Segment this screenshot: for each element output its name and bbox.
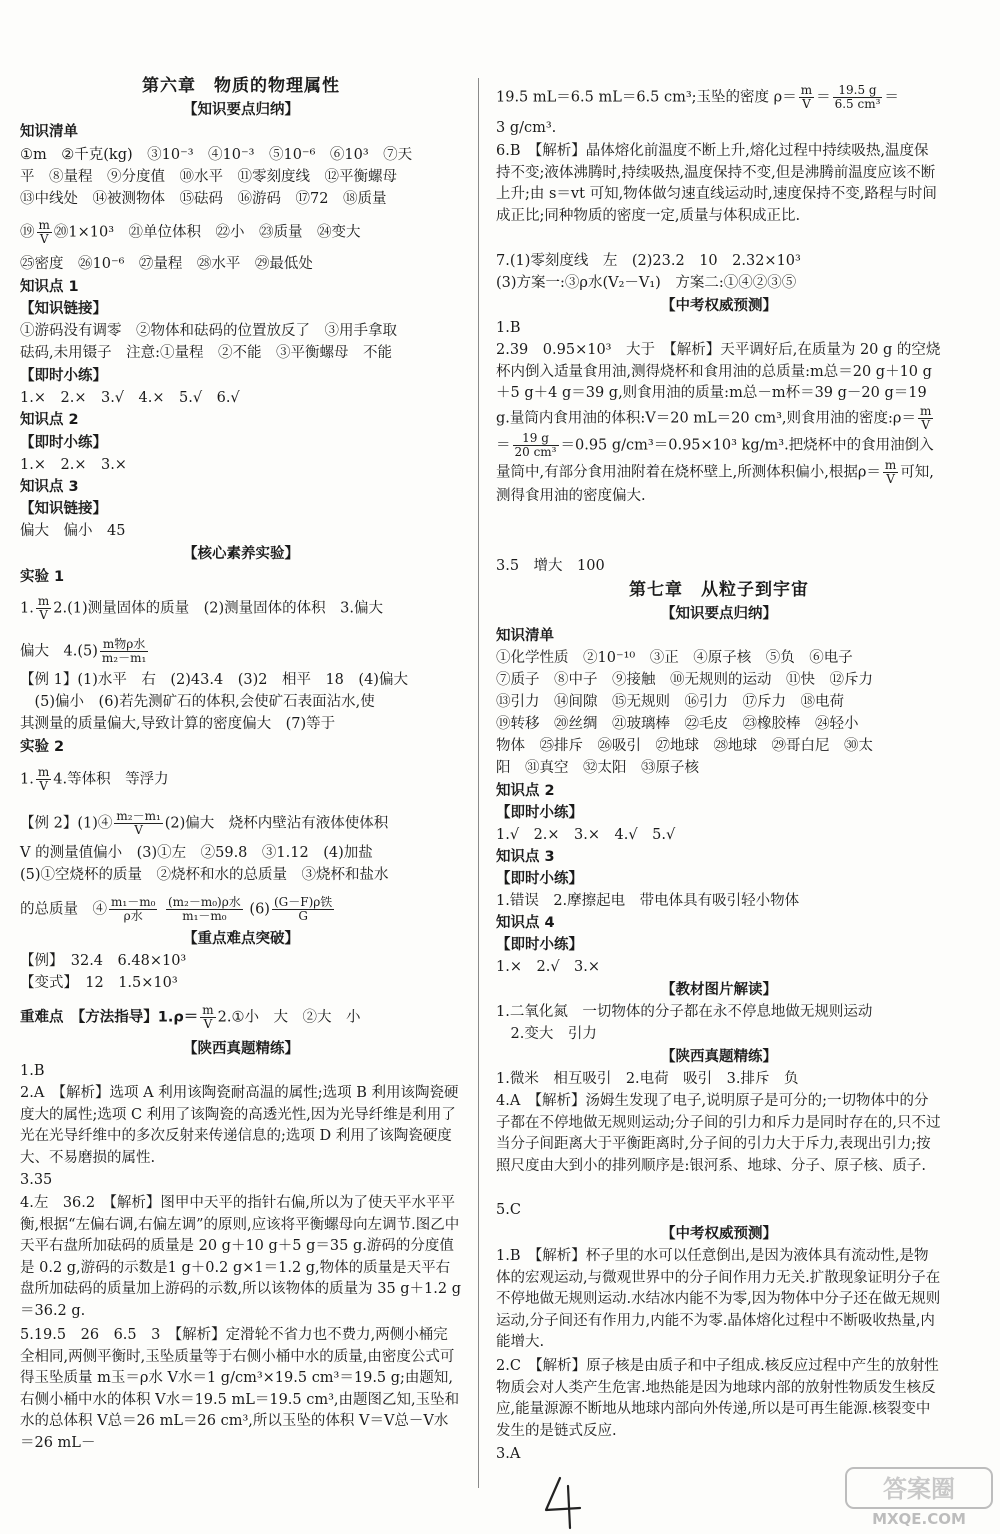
answer-item: 1.二氧化氮 一切物体的分子都在永不停息地做无规则运动 <box>496 1004 873 1020</box>
answer-item: 4.左 36.2 【解析】图甲中天平的指针右偏,所以为了使天平水平平衡,根据“左偏右调,右偏左调”的原则,应该将平衡螺母向左调节.图乙中天平右盘所加砝码的质量是 20 g＋10 g＋5 g＝35 g.游码的分度值是 0.2 g,游码的示数是1 g＋0.2 g×1＝1.2 g,物体的质量是天平右盘所加砝码的质量加上游码的示数,所以该物体的质量为 35 g＋1.2 g＝36.2 g. <box>20 1195 462 1319</box>
practice-heading: 【即时小练】 <box>20 435 107 451</box>
fraction: $\frac{\text{(G－F)ρ铁}}{G}$ <box>273 895 333 923</box>
fraction: $\frac{m}{V}$ <box>884 457 897 486</box>
practice-answers: 1.× 2.× 3.√ 4.× 5.√ 6.√ <box>20 390 240 406</box>
fraction: $\frac{\text{m₂－m₁}}{V}$ <box>116 809 161 837</box>
key-method-line: 重难点 【方法指导】1.ρ＝ $\frac{m}{V}$ 2.①小 大 ②大 小 <box>20 1003 361 1031</box>
fraction: $\frac{m}{V}$ <box>38 218 50 246</box>
knowledge-link-heading: 【知识链接】 <box>20 301 107 317</box>
answer-continuation: 19.5 mL＝6.5 mL＝6.5 cm³;玉坠的密度 ρ＝ $\frac{m}{V}$ ＝ $\frac{19.5 g}{\text{6.5 cm³}}$ ＝ <box>496 83 899 111</box>
svg-text:MXQE.COM: MXQE.COM <box>872 1510 966 1528</box>
answer-item: 3.35 <box>20 1172 53 1188</box>
example-1-line: 其测量的质量偏大,导致计算的密度偏大 (7)等于 <box>20 716 336 732</box>
experiment-answer-line: 1. $\frac{m}{V}$ 4.等体积 等浮力 <box>20 765 169 793</box>
knowledge-point-4: 知识点 4 <box>496 915 555 931</box>
practice-heading: 【即时小练】 <box>496 871 583 887</box>
experiment-answer-line: 1. $\frac{m}{V}$ 2.(1)测量固体的质量 (2)测量固体的体积 3.偏大 <box>20 594 383 622</box>
fraction: $\frac{19.5 g}{\text{6.5 cm³}}$ <box>834 83 881 111</box>
answer-item: 1.B <box>20 1063 45 1079</box>
watermark-logo <box>844 1466 994 1528</box>
knowledge-list-line: ㉕密度 ㉖10⁻⁶ ㉗量程 ㉘水平 ㉙最低处 <box>20 256 313 272</box>
fraction: $\frac{m}{V}$ <box>919 403 932 432</box>
answer-continuation: 3 g/cm³. <box>496 120 557 136</box>
fraction: $\frac{\text{(m₂－m₀)ρ水}}{\text{m₁－m₀}}$ <box>168 895 241 923</box>
section-textbook-figures: 【教材图片解读】 <box>661 982 777 998</box>
example-2-line: 【例 2】(1)④ $\frac{\text{m₂－m₁}}{V}$ (2)偏大 烧杯内壁沾有液体使体积 <box>20 809 389 837</box>
chapter-6-title: 第六章 物质的物理属性 <box>142 76 340 96</box>
svg-text:答案圈: 答案圈 <box>883 1475 955 1503</box>
knowledge-point-3: 知识点 3 <box>20 479 79 495</box>
practice-heading: 【即时小练】 <box>496 937 583 953</box>
answer-item: 3.A <box>496 1446 521 1462</box>
knowledge-link-line: 砝码,未用镊子 注意:①量程 ②不能 ③平衡螺母 不能 <box>20 345 392 361</box>
knowledge-list-line: 平 ⑧量程 ⑨分度值 ⑩水平 ⑪零刻度线 ⑫平衡螺母 <box>20 169 397 185</box>
fraction: $\frac{19 g}{\text{20 cm³}}$ <box>514 430 557 459</box>
knowledge-list-line: ①化学性质 ②10⁻¹⁰ ③正 ④原子核 ⑤负 ⑥电子 <box>496 650 853 666</box>
fraction: $\frac{\text{m₁－m₀}}{\text{ρ水}}$ <box>111 895 156 923</box>
answer-item: 5.C <box>496 1202 521 1218</box>
knowledge-list-line: ⑬引力 ⑭间隙 ⑮无规则 ⑯引力 ⑰斥力 ⑱电荷 <box>496 694 844 710</box>
answer-item: 2.39 0.95×10³ 大于 【解析】天平调好后,在质量为 20 g 的空烧杯内倒入适量食用油,测得烧杯和食用油的总质量:m总＝20 g＋10 g＋5 g＋4 g＝39 g,则食用油的质量:m总－m杯＝39 g－20 g＝19 g.量筒内食用油的体积:V＝20 mL＝20 cm³,则食用油的密度:ρ＝ $\frac{m}{V}$ ＝ $\frac{19 g}{\text{20 cm³}}$ ＝0.95 g/cm³＝0.95×10³ kg/m³.把烧杯中的食用油倒入量筒中,有部分食用油附着在烧杯壁上,所测体积偏小,根据ρ＝ $\frac{m}{V}$ 可知,测得食用油的密度偏大. <box>496 342 941 504</box>
practice-answers: 1.√ 2.× 3.× 4.√ 5.√ <box>496 827 676 843</box>
experiment-1-heading: 实验 1 <box>20 569 65 585</box>
column-divider <box>478 78 479 1488</box>
example-2-line: (5)①空烧杯的质量 ②烧杯和水的总质量 ③烧杯和盐水 <box>20 867 389 883</box>
section-core-experiment: 【核心素养实验】 <box>183 546 299 562</box>
section-key-difficult: 【重点难点突破】 <box>183 931 299 947</box>
practice-heading: 【即时小练】 <box>20 368 107 384</box>
fraction: $\frac{\text{m物ρ水}}{\text{m₂－m₁}}$ <box>101 637 147 665</box>
fraction: $\frac{m}{V}$ <box>202 1003 214 1031</box>
knowledge-point-2: 知识点 2 <box>496 783 555 799</box>
example-1-line: (5)偏小 (6)若先测矿石的体积,会使矿石表面沾水,使 <box>20 694 375 710</box>
practice-heading: 【即时小练】 <box>496 805 583 821</box>
knowledge-list-line: 阳 ㉛真空 ㉜太阳 ㉝原子核 <box>496 760 699 776</box>
knowledge-list-heading: 知识清单 <box>20 124 78 140</box>
knowledge-list-line: ⑲转移 ⑳丝绸 ㉑玻璃棒 ㉒毛皮 ㉓橡胶棒 ㉔轻小 <box>496 716 859 732</box>
example-2-line: 的总质量 ④ $\frac{\text{m₁－m₀}}{\text{ρ水}}$ $\frac{\text{(m₂－m₀)ρ水}}{\text{m₁－m₀}}$ (6) $\frac{\text{(G－F)ρ铁}}{G}$ <box>20 895 333 923</box>
answer-item: 7.(1)零刻度线 左 (2)23.2 10 2.32×10³ <box>496 253 801 269</box>
handwritten-page-number <box>540 1474 588 1530</box>
answer-item: 1.B <box>496 320 521 336</box>
knowledge-point-3: 知识点 3 <box>496 849 555 865</box>
knowledge-list-line: ①m ②千克(kg) ③10⁻³ ④10⁻³ ⑤10⁻⁶ ⑥10³ ⑦天 <box>20 147 413 163</box>
section-knowledge-summary: 【知识要点归纳】 <box>661 606 777 622</box>
knowledge-point-1: 知识点 1 <box>20 279 79 295</box>
section-exam-prediction: 【中考权威预测】 <box>661 1226 777 1242</box>
section-exam-prediction: 【中考权威预测】 <box>661 298 777 314</box>
knowledge-list-line: ⑲ $\frac{m}{V}$ ⑳1×10³ ㉑单位体积 ㉒小 ㉓质量 ㉔变大 <box>20 218 361 246</box>
answer-item: (3)方案一:③ρ水(V₂－V₁) 方案二:①④②③⑤ <box>496 275 797 291</box>
answer-item: 4.A 【解析】汤姆生发现了电子,说明原子是可分的;一切物体中的分子都在不停地做无规则运动;分子间的引力和斥力是同时存在的,只不过当分子间距离大于平衡距离时,分子间的引力大于斥力,表现出引力;按照尺度由大到小的排列顺序是:银河系、地球、分子、原子核、质子. <box>496 1093 941 1174</box>
knowledge-point-2: 知识点 2 <box>20 412 79 428</box>
example-1-line: 【例 1】(1)水平 右 (2)43.4 (3)2 相平 18 (4)偏大 <box>20 672 408 688</box>
practice-answers: 1.× 2.× 3.× <box>20 457 127 473</box>
section-shaanxi-exam: 【陕西真题精练】 <box>661 1049 777 1065</box>
key-example: 【例】 32.4 6.48×10³ <box>20 953 187 969</box>
knowledge-link-heading: 【知识链接】 <box>20 501 107 517</box>
answer-item: 2.变大 引力 <box>496 1026 597 1042</box>
chapter-7-title: 第七章 从粒子到宇宙 <box>629 580 809 600</box>
answer-item: 6.B 【解析】晶体熔化前温度不断上升,熔化过程中持续吸热,温度保持不变;液体沸腾时,持续吸热,温度保持不变,但是沸腾前温度应该不断上升;由 s＝vt 可知,物体做匀速直线运动时,速度保持不变,路程与时间成正比;同种物质的密度一定,质量与体积成正比. <box>496 143 937 224</box>
experiment-answer-line: 偏大 4.(5) $\frac{\text{m物ρ水}}{\text{m₂－m₁}}$ <box>20 637 147 665</box>
experiment-2-heading: 实验 2 <box>20 739 65 755</box>
knowledge-list-line: 物体 ㉕排斥 ㉖吸引 ㉗地球 ㉘地球 ㉙哥白尼 ㉚太 <box>496 738 873 754</box>
answer-item: 1.B 【解析】杯子里的水可以任意倒出,是因为液体具有流动性,是物体的宏观运动,与微观世界中的分子间作用力无关.扩散现象证明分子在不停地做无规则运动.水结冰内能不为零,因为物体中分子还在做无规则运动,分子间还有作用力,内能不为零.晶体熔化过程中不断吸收热量,内能增大. <box>496 1248 941 1351</box>
practice-answers: 1.错误 2.摩擦起电 带电体具有吸引轻小物体 <box>496 893 800 909</box>
knowledge-list-heading: 知识清单 <box>496 628 554 644</box>
answer-item: 1.微米 相互吸引 2.电荷 吸引 3.排斥 负 <box>496 1071 799 1087</box>
practice-answers: 1.× 2.√ 3.× <box>496 959 601 975</box>
knowledge-link-line: ①游码没有调零 ②物体和砝码的位置放反了 ③用手拿取 <box>20 323 397 339</box>
answer-item: 2.A 【解析】选项 A 利用该陶瓷耐高温的属性;选项 B 利用该陶瓷硬度大的属性;选项 C 利用了该陶瓷的高透光性,因为光导纤维是利用了光在光导纤维中的多次反射来传递信息的;选项 D 利用了该陶瓷硬度大、不易磨损的属性. <box>20 1085 459 1166</box>
fraction: $\frac{m}{V}$ <box>37 594 50 622</box>
knowledge-link-answers: 偏大 偏小 45 <box>20 523 126 539</box>
fraction: $\frac{m}{V}$ <box>800 83 813 111</box>
answer-item: 2.C 【解析】原子核是由质子和中子组成.核反应过程中产生的放射性物质会对人类产生危害.地热能是因为地球内部的放射性物质发生核反应,能量源源不断地从地球内部向外传递,所以是可再生能源.核裂变中发生的是链式反应. <box>496 1358 939 1439</box>
answer-item: 3.5 增大 100 <box>496 558 605 574</box>
fraction: $\frac{m}{V}$ <box>37 765 50 793</box>
section-shaanxi-exam: 【陕西真题精练】 <box>183 1041 299 1057</box>
knowledge-list-line: ⑬中线处 ⑭被测物体 ⑮砝码 ⑯游码 ⑰72 ⑱质量 <box>20 191 387 207</box>
example-2-line: V 的测量值偏小 (3)①左 ②59.8 ③1.12 (4)加盐 <box>20 845 373 861</box>
knowledge-list-line: ⑦质子 ⑧中子 ⑨接触 ⑩无规则的运动 ⑪快 ⑫斥力 <box>496 672 873 688</box>
section-knowledge-summary: 【知识要点归纳】 <box>183 102 299 118</box>
key-variant: 【变式】 12 1.5×10³ <box>20 975 178 991</box>
answer-item: 5.19.5 26 6.5 3 【解析】定滑轮不省力也不费力,两侧小桶完全相同,两侧平衡时,玉坠质量等于右侧小桶中水的质量,由密度公式可得玉坠质量 m玉＝ρ水 V水＝1 g/cm³×19.5 cm³＝19.5 g;由题知,右侧小桶中水的体积 V水＝19.5 mL＝19.5 cm³,由题图乙知,玉坠和水的总体积 V总＝26 mL＝26 cm³,所以玉坠的体积 V＝V总－V水＝26 mL－ <box>20 1327 460 1451</box>
